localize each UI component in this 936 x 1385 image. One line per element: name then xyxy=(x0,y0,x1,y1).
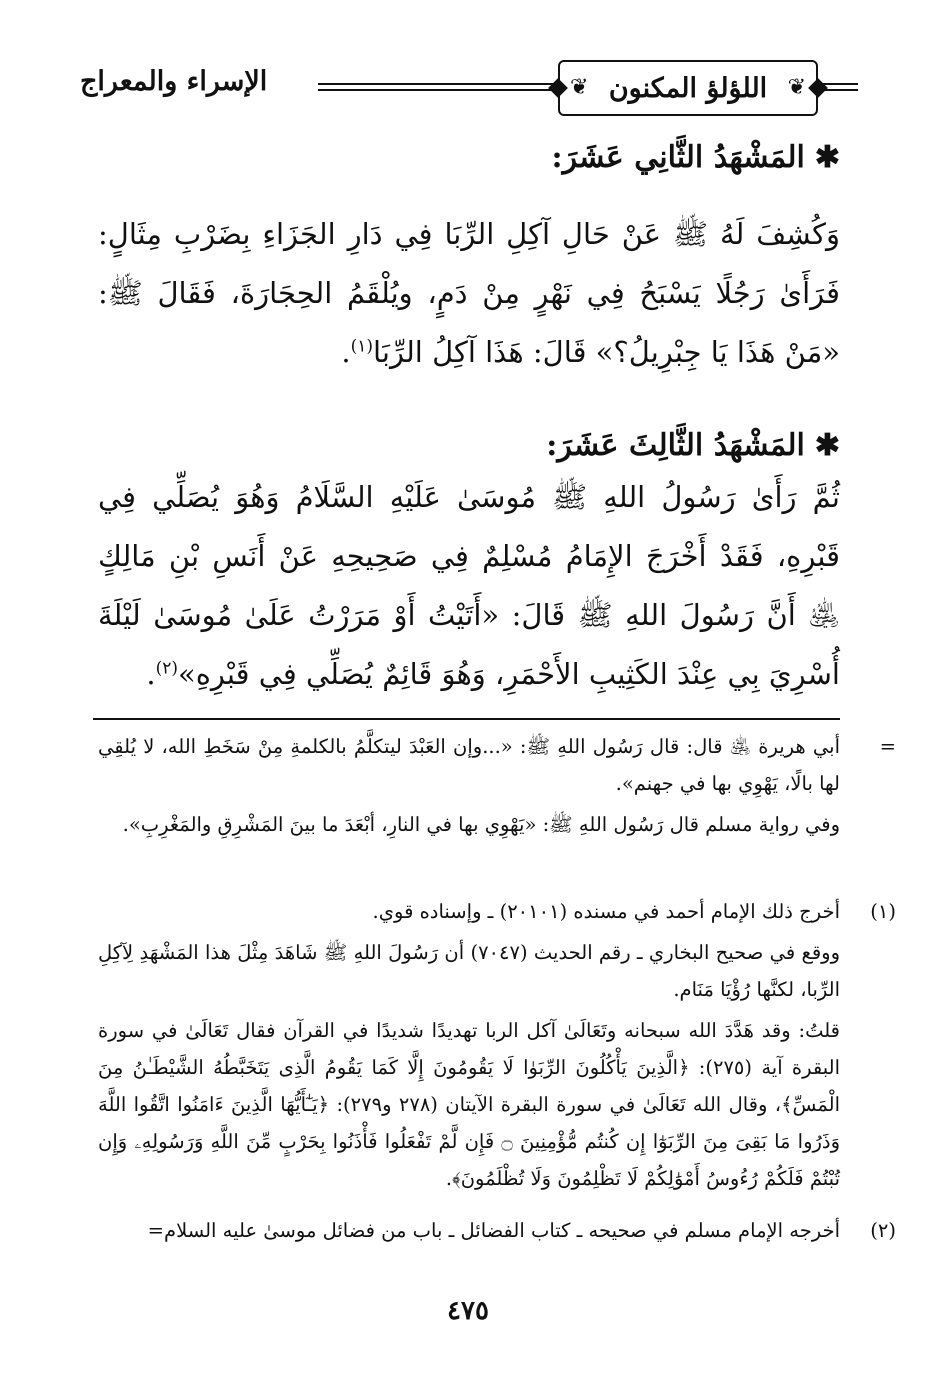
footnote-1 xyxy=(98,893,896,930)
section-heading-12-text: المَشْهَدُ الثَّانِي عَشَرَ: xyxy=(551,140,805,175)
footnote-continued xyxy=(98,728,896,802)
paragraph-13-text: ثُمَّ رَأَىٰ رَسُولُ اللهِ ﷺ مُوسَىٰ عَلَيْهِ السَّلَامُ وَهُوَ يُصَلِّي فِي قَبْرِهِ، فَقَدْ أَخْرَجَ الإِمَامُ مُسْلِمٌ فِي صَحِيحِهِ عَنْ أَنَسِ بْنِ مَالِكٍ ﵁ أَنَّ رَسُولَ اللهِ ﷺ قَالَ: «أَتَيْتُ أَوْ مَرَرْتُ عَلَىٰ مُوسَىٰ لَيْلَةَ أُسْرِيَ بِي عِنْدَ الكَثِيبِ الأَحْمَرِ، وَهُوَ قَائِمٌ يُصَلِّي فِي قَبْرِهِ» xyxy=(98,480,840,691)
running-header xyxy=(80,50,858,120)
star-bullet-icon: ✱ xyxy=(814,140,840,175)
book-title: اللؤلؤ المكنون xyxy=(608,72,768,104)
paragraph-12-text: وَكُشِفَ لَهُ ﷺ عَنْ حَالِ آكِلِ الرِّبَا فِي دَارِ الجَزَاءِ بِضَرْبِ مِثَالٍ: فَرَأَىٰ رَجُلًا يَسْبَحُ فِي نَهْرٍ مِنْ دَمٍ، ويُلْقَمُ الحِجَارَةَ، فَقَالَ ﷺ: «مَنْ هَذَا يَا جِبْرِيلُ؟» قَالَ: هَذَا آكِلُ الرِّبَا xyxy=(98,217,840,369)
footnote-1-text: أخرج ذلك الإمام أحمد في مسنده (٢٠١٠١) ـ وإسناده قوي. xyxy=(372,900,840,923)
paragraph-12 xyxy=(98,205,840,382)
footnote-continued-text: أبي هريرة ﵁ قال: قال رَسُول اللهِ ﷺ: «...وإن العَبْدَ ليتكلَّمُ بالكلمةِ مِنْ سَخَطِ الله، لا يُلقِي لها بالًا، يَهْوِي بها في جهنم». xyxy=(98,735,840,795)
footnote-1-text-2: ووقع في صحيح البخاري ـ رقم الحديث (٧٠٤٧) أن رَسُولَ اللهِ ﷺ شَاهَدَ مِثْلَ هذا المَشْهَدِ لِآكِلِ الرِّبا، لكنَّها رُؤْيَا مَنَام. xyxy=(98,941,840,1001)
footnote-2 xyxy=(98,1212,896,1249)
ornament-right-icon: ❦ xyxy=(787,75,806,100)
footnote-1-text-3: قلتُ: وقد هَدَّدَ الله سبحانه وتَعَالَىٰ آكل الربا تهديدًا شديدًا في القرآن فقال تَعَالَىٰ في سورة البقرة آية (٢٧٥): ﴿الَّذِينَ يَأْكُلُونَ الرِّبَوٰا لَا يَقُومُونَ إِلَّا كَمَا يَقُومُ الَّذِى يَتَخَبَّطُهُ الشَّيْطَـٰنُ مِنَ الْمَسِّ﴾، وقال الله تَعَالَىٰ في سورة البقرة الآيتان (٢٧٨ و٢٧٩): ﴿يَـٰٓأَيُّهَا الَّذِينَ ءَامَنُوا اتَّقُوا اللَّهَ وَذَرُوا مَا بَقِىَ مِنَ الرِّبَوٰٓا إِن كُنتُم مُّؤْمِنِينَ ۝ فَإِن لَّمْ تَفْعَلُوا فَأْذَنُوا بِحَرْبٍ مِّنَ اللَّهِ وَرَسُولِهِۦ وَإِن تُبْتُمْ فَلَكُمْ رُءُوسُ أَمْوَٰلِكُمْ لَا تَظْلِمُونَ وَلَا تُظْلَمُونَ﴾. xyxy=(98,1019,841,1190)
section-heading-13-text: المَشْهَدُ الثَّالِثَ عَشَرَ: xyxy=(546,428,805,463)
footnote-2-marker: (٢) xyxy=(870,1219,896,1242)
footnote-ref-1: (١) xyxy=(350,336,374,357)
footnote-2-text: أخرجه الإمام مسلم في صحيحه ـ كتاب الفضائل ـ باب من فضائل موسىٰ عليه السلام= xyxy=(147,1219,840,1242)
footnote-1-marker: (١) xyxy=(870,900,896,923)
paragraph-13-end: . xyxy=(146,657,156,691)
ornament-left-icon: ❦ xyxy=(570,75,589,100)
page-number: ٤٧٥ xyxy=(447,1296,489,1326)
footnote-1-para-2 xyxy=(98,934,840,1008)
footnote-continued-2 xyxy=(98,806,840,843)
paragraph-12-end: . xyxy=(341,335,351,369)
star-bullet-icon: ✱ xyxy=(814,428,840,463)
footnote-ref-2: (٢) xyxy=(155,658,178,679)
header-rule-left xyxy=(318,83,558,91)
book-title-frame xyxy=(558,60,818,116)
footnote-continued-marker: = xyxy=(879,735,896,758)
chapter-title: الإسراء والمعراج xyxy=(80,66,268,97)
footnote-separator xyxy=(93,718,840,720)
footnote-continued-text-2: وفي رواية مسلم قال رَسُول اللهِ ﷺ: «يَهْوِي بها في النارِ، أبْعَدَ ما بينَ المَشْرِقِ والمَغْرِبِ». xyxy=(122,813,840,836)
section-heading-13 xyxy=(546,428,840,463)
paragraph-13 xyxy=(98,468,840,704)
footnote-1-para-3 xyxy=(98,1012,840,1197)
section-heading-12 xyxy=(552,140,841,175)
